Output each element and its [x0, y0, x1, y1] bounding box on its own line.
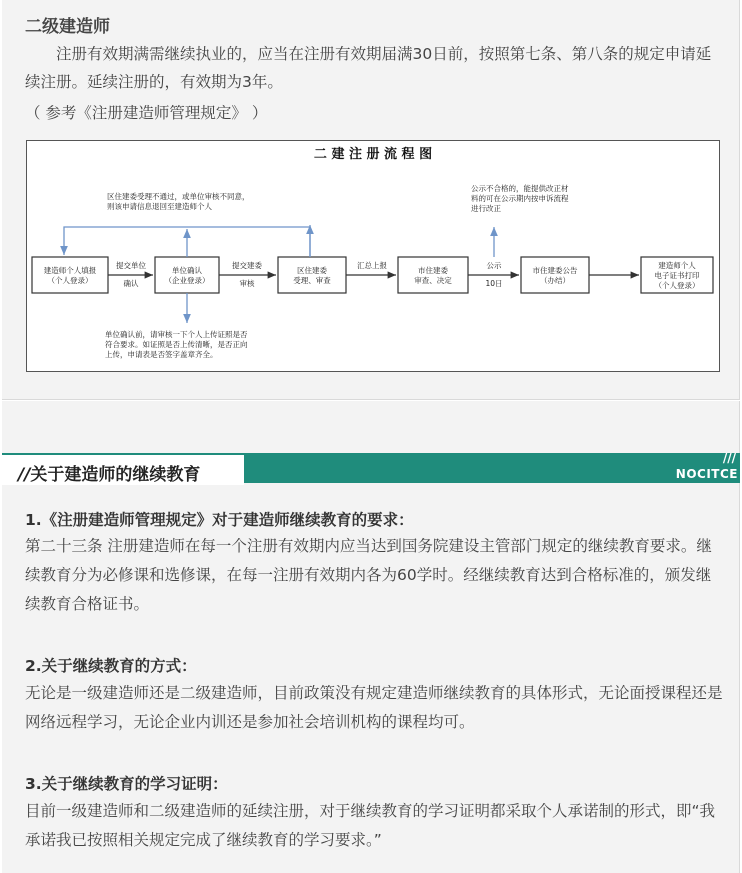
- text-line: 电子证书打印: [654, 271, 700, 280]
- q2-body: 无论是一级建造师还是二级建造师，目前政策没有规定建造师继续教育的具体形式，无论面授课程还是网络远程学习，无论企业内训还是参加社会培训机构的课程均可。: [25, 684, 723, 731]
- reference-note: （ 参考《注册建造师管理规定》 ）: [25, 104, 268, 122]
- text-line: 进行改正: [471, 204, 501, 213]
- flow-node-6: [641, 257, 713, 293]
- flow-node-4: [398, 257, 468, 293]
- text-line: 提交单位: [116, 261, 146, 270]
- q3-title: 3.关于继续教育的学习证明：: [25, 775, 228, 793]
- text-line: 上传，申请表是否签字盖章齐全。: [105, 350, 218, 359]
- text-line: 市住建委公告: [532, 266, 578, 275]
- registration-flowchart: [26, 140, 720, 372]
- continuing-education-section: [2, 401, 740, 873]
- flow-node-3: [278, 257, 346, 293]
- flow-node-1: [32, 257, 108, 293]
- text-line: 汇总上报: [357, 261, 387, 270]
- text-line: 确认: [123, 279, 139, 288]
- text-line: 符合要求。如证照是否上传清晰，是否正向: [105, 340, 248, 349]
- q3-body: 目前一级建造师和二级建造师的延续注册，对于继续教育的学习证明都采取个人承诺制的形式，即“我承诺我已按照相关规定完成了继续教育的学习要求。”: [25, 802, 716, 849]
- text-line: （企业登录）: [164, 276, 210, 285]
- text-line: 料的可在公示期内按申诉流程: [471, 194, 569, 203]
- registration-card: [2, 0, 740, 400]
- objection-note: [471, 183, 569, 213]
- text-line: 建造师个人填报: [43, 266, 97, 275]
- text-line: 单位确认: [172, 266, 202, 275]
- text-line: 公示不合格的，能提供改正材: [471, 184, 569, 193]
- section-tab: [2, 453, 244, 485]
- text-line: （办结）: [540, 276, 570, 285]
- heading-slashes: //: [18, 465, 31, 485]
- text-line: 市住建委: [418, 266, 448, 275]
- text-line: 单位确认前，请审核一下个人上传证照是否: [105, 330, 248, 339]
- svg-text:建造师个人电子证书打印（个人登录）: [655, 260, 700, 290]
- text-line: 建造师个人: [658, 261, 696, 270]
- text-line: 审查、决定: [414, 276, 452, 285]
- section-title: 二级建造师: [25, 17, 110, 37]
- q1-title: 1.《注册建造师管理规定》对于建造师继续教育的要求：: [25, 511, 414, 529]
- text-line: 提交建委: [232, 261, 262, 270]
- text-line: （个人登录）: [47, 276, 93, 285]
- flowchart-canvas: [27, 141, 719, 371]
- flowchart-title: 二 建 注 册 流 程 图: [313, 147, 433, 162]
- section-heading: [18, 460, 200, 485]
- reject-note: [107, 191, 250, 211]
- edge-label: [232, 260, 262, 288]
- brand-label: NOCITCE: [675, 467, 738, 481]
- header-accent-strip: [244, 453, 740, 483]
- flow-node-5: [521, 257, 589, 293]
- edge-label: [116, 260, 146, 288]
- text-line: （个人登录）: [654, 281, 700, 290]
- edge-label: [357, 260, 387, 270]
- text-line: 则该申请信息退回至建造师个人: [107, 202, 212, 211]
- q2-title: 2.关于继续教育的方式：: [25, 657, 197, 675]
- text-line: 审核: [239, 279, 255, 288]
- text-line: 区住建委受理不通过，或单位审核不同意，: [107, 192, 250, 201]
- text-line: 公示: [486, 261, 502, 270]
- flow-node-2: [155, 257, 219, 293]
- text-line: 区住建委: [297, 266, 327, 275]
- confirm-note: [105, 329, 248, 360]
- q1-body: 第二十三条 注册建造师在每一个注册有效期内应当达到国务院建设主管部门规定的继续教育要求。继续教育分为必修课和选修课，在每一注册有效期内各为60学时。经继续教育达到合格标准的，颁发继续教育合格证书。: [25, 537, 712, 613]
- text-line: 10日: [485, 279, 503, 288]
- brand-slashes: ///: [722, 451, 736, 465]
- heading-text: 关于建造师的继续教育: [30, 465, 201, 485]
- text-line: 受理、审查: [293, 276, 331, 285]
- section-header: [2, 453, 740, 485]
- renewal-paragraph: 注册有效期满需继续执业的，应当在注册有效期届满30日前，按照第七条、第八条的规定申请延续注册。延续注册的，有效期为3年。: [25, 45, 712, 91]
